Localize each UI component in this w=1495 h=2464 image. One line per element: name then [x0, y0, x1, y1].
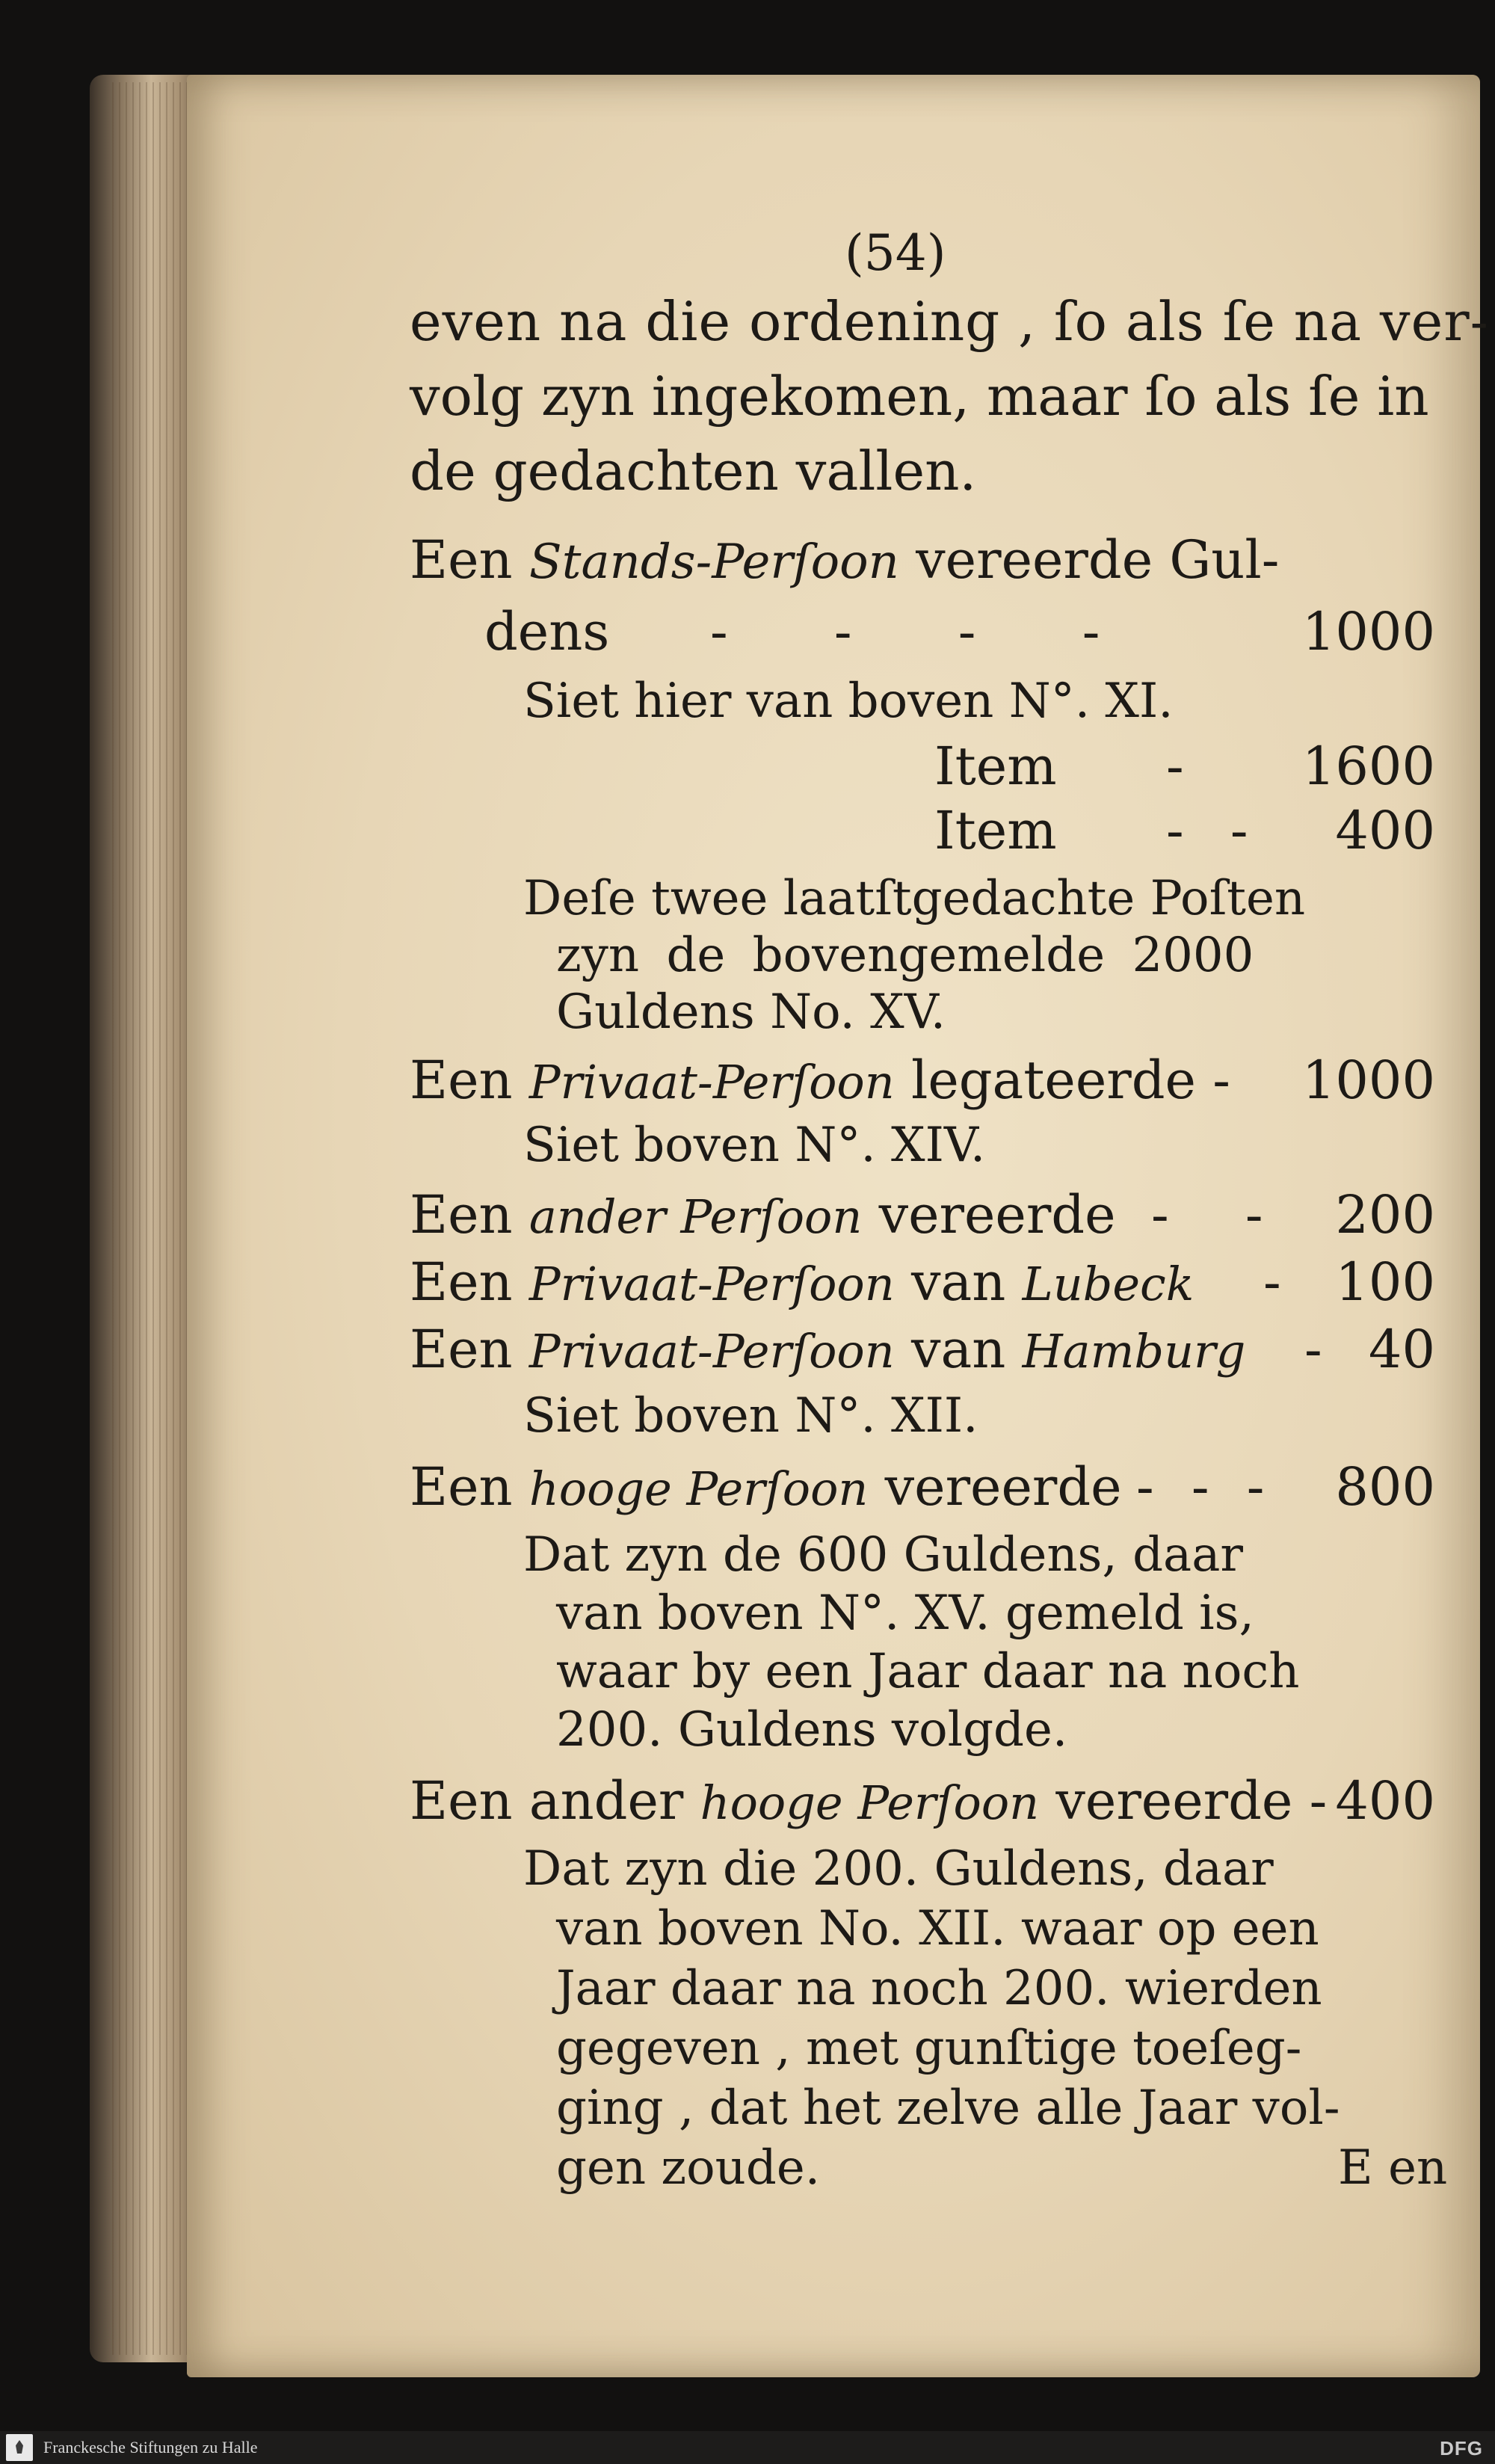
entry4-lead: Een: [410, 1251, 513, 1313]
entry1-person: Stands-Perſoon: [528, 535, 899, 590]
intro-line-2: volg zyn ingekomen, maar ſo als ſe in: [410, 365, 1429, 428]
entry4-amount: 100: [1335, 1251, 1435, 1313]
entry1-item2-amount: 400: [1335, 800, 1435, 861]
entry1-lead: Een: [410, 529, 513, 591]
entry4-mid: van: [910, 1251, 1006, 1313]
entry1-item1-dash: -: [1166, 736, 1184, 797]
viewer-footer: [0, 2431, 1495, 2464]
entry7-explain-6: gen zoude.: [556, 2140, 821, 2196]
entry3-lead: Een: [410, 1184, 513, 1245]
entry7-explain-3: Jaar daar na noch 200. wierden: [556, 1961, 1322, 2016]
entry2-note: Siet boven N°. XIV.: [523, 1118, 986, 1173]
entry5-person: Privaat-Perſoon: [528, 1324, 895, 1379]
entry4-person: Privaat-Perſoon: [528, 1257, 895, 1311]
logo-mark-icon: [16, 2440, 23, 2454]
entry5-mid: van: [910, 1319, 1006, 1380]
entry6-explain-2: van boven N°. XV. gemeld is,: [556, 1586, 1254, 1641]
entry6-explain-4: 200. Guldens volgde.: [556, 1702, 1068, 1758]
entry2-line: [410, 1050, 1230, 1111]
entry3-amount: 200: [1335, 1184, 1435, 1245]
entry6-explain-1: Dat zyn de 600 Guldens, daar: [523, 1527, 1243, 1583]
page-number: (54): [845, 224, 946, 282]
entry4-place: Lubeck: [1022, 1257, 1195, 1311]
catchword: E en: [1338, 2140, 1448, 2196]
entry1-line: [410, 529, 1280, 591]
entry1-cont: dens: [484, 601, 610, 662]
entry7-verb: vereerde -: [1055, 1770, 1328, 1832]
entry1-note: Siet hier van boven N°. XI.: [523, 674, 1174, 729]
entry7-explain-5: ging , dat het zelve alle Jaar vol-: [556, 2080, 1340, 2136]
dfg-logo: DFG: [1440, 2437, 1483, 2460]
entry7-explain-2: van boven No. XII. waar op een: [556, 1901, 1319, 1956]
entry3-dashes: - -: [1151, 1184, 1293, 1245]
entry7-line: [410, 1770, 1328, 1832]
entry2-lead: Een: [410, 1050, 513, 1111]
entry6-lead: Een: [410, 1456, 513, 1518]
entry1-item1-amount: 1600: [1301, 736, 1435, 797]
institution-name: Franckesche Stiftungen zu Halle: [43, 2438, 258, 2457]
entry4-line: [410, 1251, 1195, 1313]
entry3-verb: vereerde: [878, 1184, 1116, 1245]
entry1-explain-1: Deſe twee laatſtgedachte Poſten: [523, 871, 1306, 926]
entry5-line: [410, 1319, 1246, 1380]
entry2-verb: legateerde -: [910, 1050, 1230, 1111]
entry1-item1-label: Item: [934, 736, 1057, 797]
entry5-note: Siet boven N°. XII.: [523, 1388, 978, 1444]
entry5-lead: Een: [410, 1319, 513, 1380]
entry5-dash: -: [1304, 1319, 1322, 1380]
entry7-lead: Een ander: [410, 1770, 684, 1832]
entry7-explain-4: gegeven , met gunſtige toeſeg-: [556, 2021, 1302, 2076]
entry2-amount: 1000: [1301, 1050, 1435, 1111]
entry3-line: [410, 1184, 1116, 1245]
entry6-amount: 800: [1335, 1456, 1435, 1518]
entry6-verb: vereerde: [884, 1456, 1122, 1518]
entry7-explain-1: Dat zyn die 200. Guldens, daar: [523, 1841, 1274, 1897]
entry2-person: Privaat-Perſoon: [528, 1055, 895, 1109]
entry1-verb: vereerde Gul-: [916, 529, 1280, 591]
entry1-item2-label: Item: [934, 800, 1057, 861]
entry1-explain-3: Guldens No. XV.: [556, 985, 946, 1040]
entry5-amount: 40: [1368, 1319, 1435, 1380]
entry4-dash: -: [1263, 1251, 1281, 1313]
entry1-explain-2: zyn de bovengemelde 2000: [556, 928, 1254, 983]
entry1-dashes: - - - -: [710, 601, 1145, 662]
entry5-place: Hamburg: [1022, 1324, 1246, 1379]
entry3-person: ander Perſoon: [528, 1189, 863, 1244]
institution-logo-icon: [6, 2434, 33, 2461]
entry6-person: hooge Perſoon: [528, 1462, 869, 1516]
intro-line-1: even na die ordening , ſo als ſe na ver-: [410, 290, 1489, 353]
entry6-line: [410, 1456, 1122, 1518]
entry6-dashes: - - -: [1136, 1456, 1275, 1518]
entry1-item2-dash: - -: [1166, 800, 1263, 861]
entry7-amount: 400: [1335, 1770, 1435, 1832]
entry6-explain-3: waar by een Jaar daar na noch: [556, 1644, 1300, 1699]
intro-line-3: de gedachten vallen.: [410, 440, 977, 502]
entry7-person: hooge Perſoon: [700, 1775, 1040, 1830]
entry1-amount: 1000: [1301, 601, 1435, 662]
